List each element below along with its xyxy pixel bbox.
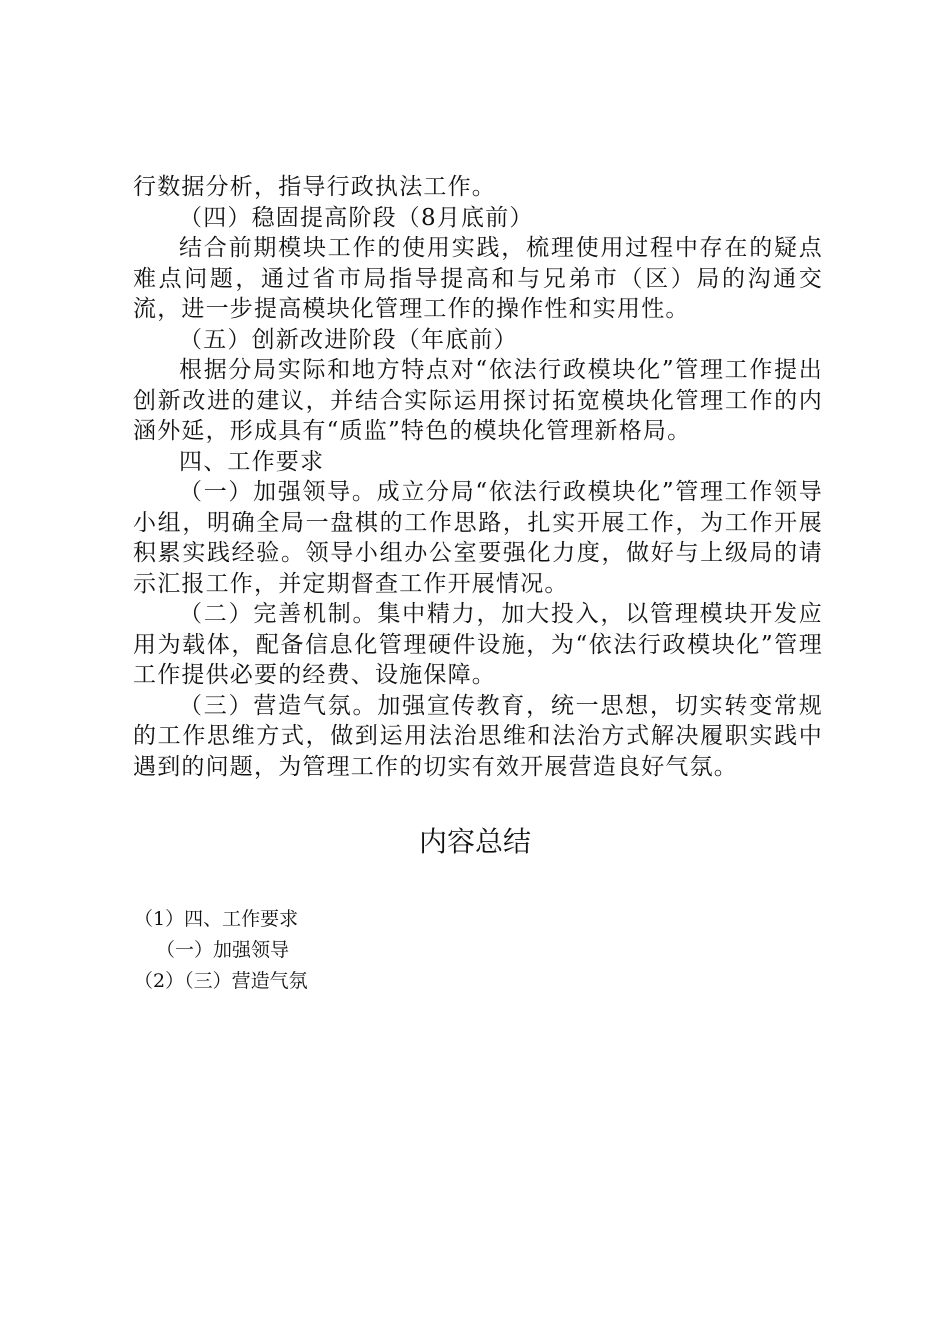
paragraph: 行数据分析，指导行政执法工作。: [133, 174, 496, 200]
paragraph: 结合前期模块工作的使用实践，梳理使用过程中存在的疑点难点问题，通过省市局指导提高和与兄弟市（区）局的沟通交流，进一步提高模块化管理工作的操作性和实用性。: [133, 235, 823, 322]
summary-item: （2）（三）营造气氛: [134, 970, 308, 992]
paragraph: 根据分局实际和地方特点对“依法行政模块化”管理工作提出创新改进的建议，并结合实际运用探讨拓宽模块化管理工作的内涵外延，形成具有“质监”特色的模块化管理新格局。: [133, 357, 823, 444]
summary-item: （1）四、工作要求: [134, 908, 299, 930]
section-heading-stage-5: （五）创新改进阶段（年底前）: [179, 326, 518, 353]
paragraph: （三）营造气氛。加强宣传教育，统一思想，切实转变常规的工作思维方式，做到运用法治思维和法治方式解决履职实践中遇到的问题，为管理工作的切实有效开展营造良好气氛。: [133, 692, 823, 780]
paragraph: （一）加强领导。成立分局“依法行政模块化”管理工作领导小组，明确全局一盘棋的工作思路，扎实开展工作，为工作开展积累实践经验。领导小组办公室要强化力度，做好与上级局的请示汇报工作，并定期督查工作开展情况。: [133, 479, 823, 597]
paragraph: （二）完善机制。集中精力，加大投入，以管理模块开发应用为载体，配备信息化管理硬件设施，为“依法行政模块化”管理工作提供必要的经费、设施保障。: [133, 601, 823, 688]
summary-subitem: （一）加强领导: [156, 939, 290, 961]
summary-title: 内容总结: [418, 825, 531, 858]
document-body: [133, 172, 823, 782]
summary-list: [134, 904, 734, 997]
section-heading-work-requirements: 四、工作要求: [179, 448, 325, 475]
section-heading-stage-4: （四）稳固提高阶段（8月底前）: [179, 204, 534, 231]
